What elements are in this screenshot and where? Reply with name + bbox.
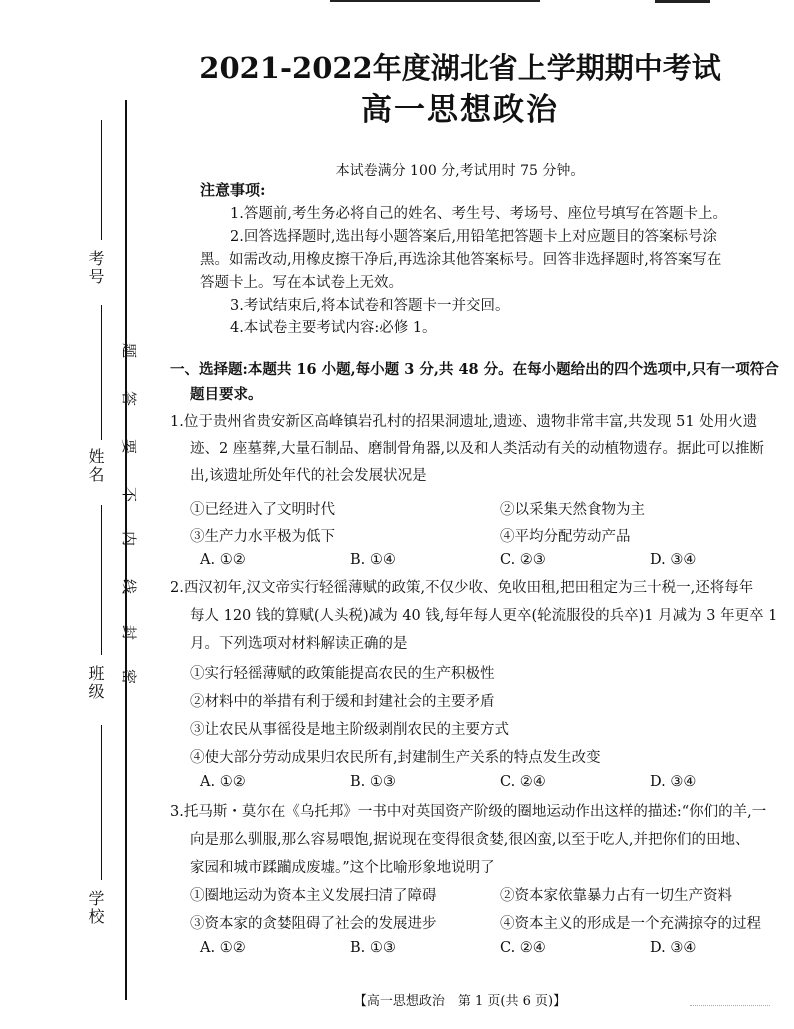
q1-statement: ①已经进入了文明时代 — [190, 502, 335, 518]
q2-statement: ②材料中的举措有利于缓和封建社会的主要矛盾 — [190, 694, 495, 710]
q2-choice-b[interactable]: B. ①③ — [350, 774, 396, 790]
q1-choice-a[interactable]: A. ①② — [200, 552, 246, 568]
seal-char: 线 — [120, 578, 139, 595]
q1-statement: ③生产力水平极为低下 — [190, 529, 335, 545]
q2-choice-c[interactable]: C. ②④ — [500, 774, 546, 790]
section-heading-cont: 题目要求。 — [190, 386, 263, 403]
subject-title: 高一思想政治 — [361, 92, 559, 128]
q1-statement: ④平均分配劳动产品 — [500, 529, 631, 545]
q1-statement: ②以采集天然食物为主 — [500, 502, 645, 518]
notes-heading: 注意事项: — [200, 181, 266, 199]
seal-char: 内 — [120, 530, 139, 547]
seal-char: 题 — [120, 342, 139, 359]
exam-no-label: 考号 — [86, 250, 105, 286]
q3-choice-a[interactable]: A. ①② — [200, 940, 246, 956]
note-line: 3.考试结束后,将本试卷和答题卡一并交回。 — [230, 298, 510, 314]
q3-choice-c[interactable]: C. ②④ — [500, 940, 546, 956]
class-blank[interactable] — [101, 505, 102, 655]
q2-stem: 2.西汉初年,汉文帝实行轻徭薄赋的政策,不仅少收、免收田租,把田租定为三十税一,还将每年 — [170, 580, 754, 596]
q2-statement: ③让农民从事徭役是地主阶级剥削农民的主要方式 — [190, 722, 509, 738]
note-line: 4.本试卷主要考试内容:必修 1。 — [230, 320, 437, 336]
q1-choice-b[interactable]: B. ①④ — [350, 552, 396, 568]
school-label: 学校 — [86, 890, 105, 926]
note-line: 2.回答选择题时,选出每小题答案后,用铅笔把答题卡上对应题目的答案标号涂 — [230, 229, 718, 245]
seal-char: 答 — [120, 390, 139, 407]
section-heading: 一、选择题:本题共 16 小题,每小题 3 分,共 48 分。在每小题给出的四个选项中,只有一项符合 — [170, 361, 779, 378]
q3-choice-b[interactable]: B. ①③ — [350, 940, 396, 956]
q3-statement: ①圈地运动为资本主义发展扫清了障碍 — [190, 888, 437, 904]
q1-stem: 出,该遗址所处年代的社会发展状况是 — [190, 468, 427, 484]
seal-char: 不 — [120, 486, 139, 503]
page-footer: 【高一思想政治 第 1 页(共 6 页)】 — [353, 994, 567, 1009]
name-blank[interactable] — [101, 305, 102, 440]
q1-choice-d[interactable]: D. ③④ — [650, 552, 697, 568]
note-line: 1.答题前,考生务必将自己的姓名、考生号、考场号、座位号填写在答题卡上。 — [230, 206, 727, 222]
q2-statement: ①实行轻徭薄赋的政策能提高农民的生产积极性 — [190, 666, 495, 682]
top-rule-right — [655, 0, 710, 3]
name-label: 姓名 — [86, 448, 105, 484]
q3-stem: 3.托马斯・莫尔在《乌托邦》一书中对英国资产阶级的圈地运动作出这样的描述:“你们的羊,一 — [170, 804, 767, 820]
q3-statement: ④资本主义的形成是一个充满掠夺的过程 — [500, 916, 761, 932]
q3-stem: 家园和城市蹂躏成废墟。”这个比喻形象地说明了 — [190, 860, 495, 876]
q3-statement: ③资本家的贪婪阻碍了社会的发展进步 — [190, 916, 437, 932]
q1-stem: 1.位于贵州省贵安新区高峰镇岩孔村的招果洞遗址,遗迹、遗物非常丰富,共发现 51 处用火遗 — [170, 414, 758, 430]
footer-dots — [690, 1005, 770, 1006]
seal-char: 要 — [120, 438, 139, 455]
q2-statement: ④使大部分劳动成果归农民所有,封建制生产关系的特点发生改变 — [190, 750, 601, 766]
q1-stem: 迹、2 座墓葬,大量石制品、磨制骨角器,以及和人类活动有关的动植物遗存。据此可以推断 — [190, 441, 765, 457]
q3-statement: ②资本家依靠暴力占有一切生产资料 — [500, 888, 732, 904]
q2-choice-a[interactable]: A. ①② — [200, 774, 246, 790]
top-rule-left — [330, 0, 540, 2]
note-line: 黑。如需改动,用橡皮擦干净后,再选涂其他答案标号。回答非选择题时,将答案写在 — [200, 252, 722, 268]
exam-info: 本试卷满分 100 分,考试用时 75 分钟。 — [335, 163, 585, 179]
q2-stem: 月。下列选项对材料解读正确的是 — [190, 636, 408, 652]
q3-stem: 向是那么驯服,那么容易喂饱,据说现在变得很贪婪,很凶蛮,以至于吃人,并把你们的田地、 — [190, 832, 750, 848]
q1-choice-c[interactable]: C. ②③ — [500, 552, 546, 568]
note-line: 答题卡上。写在本试卷上无效。 — [200, 275, 403, 291]
seal-char: 密 — [120, 668, 139, 685]
seal-char: 封 — [120, 624, 139, 641]
class-label: 班级 — [86, 665, 105, 701]
exam-title: 2021-2022年度湖北省上学期期中考试 — [199, 51, 721, 85]
q2-choice-d[interactable]: D. ③④ — [650, 774, 697, 790]
q2-stem: 每人 120 钱的算赋(人头税)减为 40 钱,每年每人更卒(轮流服役的兵卒)1 月减为 3 年更卒 1 — [190, 608, 778, 624]
school-blank[interactable] — [101, 725, 102, 880]
q3-choice-d[interactable]: D. ③④ — [650, 940, 697, 956]
binding-line — [125, 100, 127, 1000]
exam-no-blank[interactable] — [101, 120, 102, 240]
